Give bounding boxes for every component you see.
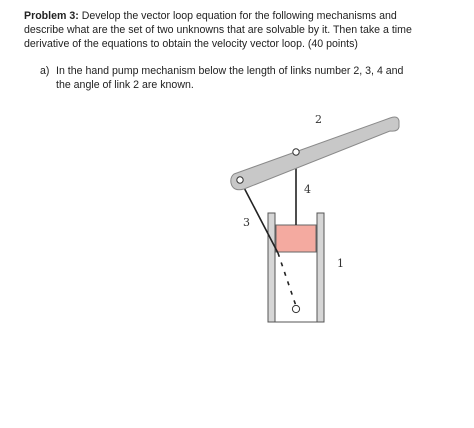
part-a-line-2: the angle of link 2 are known. [56,78,194,91]
cylinder-right-wall [317,213,324,322]
problem-line-2: describe what are the set of two unknowns that are solvable by it. Then take a time [24,24,412,36]
part-a-line-1: In the hand pump mechanism below the length of links number 2, 3, 4 and [56,65,404,77]
problem-line-3: derivative of the equations to obtain the velocity vector loop. (40 points) [24,38,358,50]
problem-text-1: Develop the vector loop equation for the following mechanisms and [81,10,397,22]
link-2-handle [231,117,399,190]
piston [276,225,316,252]
label-link-3: 3 [243,216,250,229]
cylinder-left-wall [268,213,275,322]
link-3-hidden [278,253,296,306]
pin-ground [292,305,299,312]
problem-heading: Problem 3: [24,10,79,22]
label-link-4: 4 [304,183,311,196]
part-a-marker: a) [40,65,50,77]
label-link-1: 1 [337,257,344,270]
pin-handle-end [237,177,243,183]
pin-handle-rod [293,149,299,155]
label-link-2: 2 [315,113,322,126]
